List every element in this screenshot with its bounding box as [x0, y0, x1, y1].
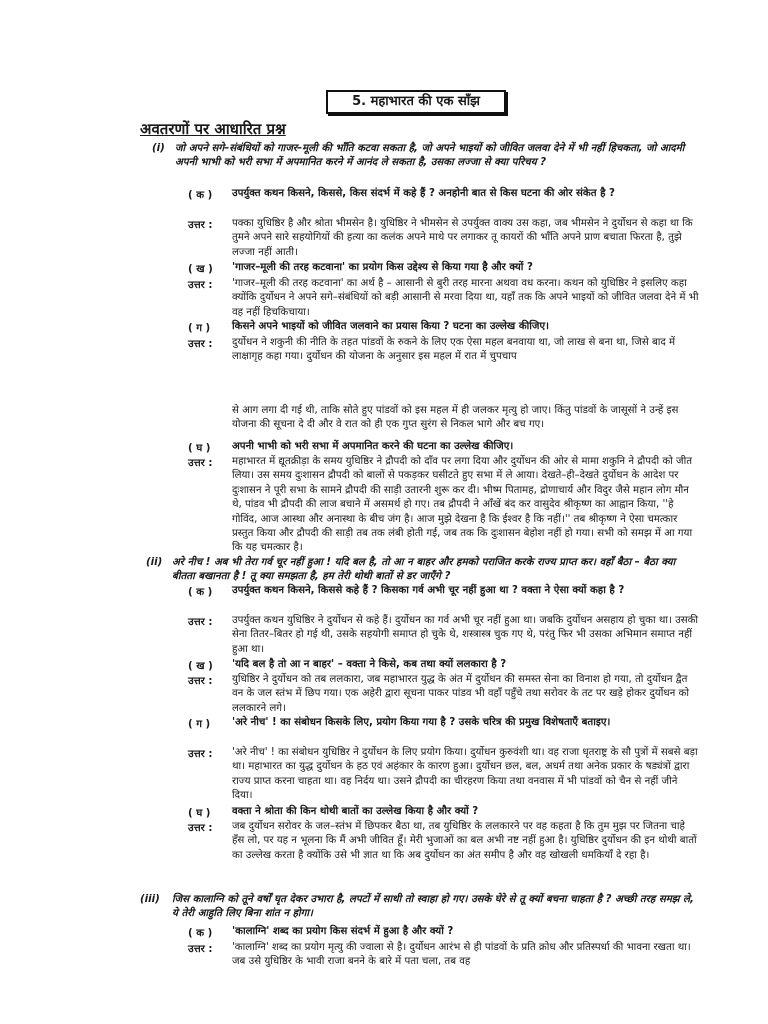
question-ii-ga: 'अरे नीच' ! का संबोधन किसके लिए, प्रयोग किया गया है ? उसके चरित्र की प्रमुख विशेषताएँ बताइए।	[232, 717, 611, 728]
answer-label-ii-ka: उत्तर :	[188, 617, 213, 628]
question-label-i-ga: ( ग )	[188, 323, 211, 334]
answer-label-i-kha: उत्तर :	[188, 280, 213, 291]
answer-ii-ka: उपर्युक्त कथन युधिष्ठिर ने दुर्योधन से कहे हैं। दुर्योधन का गर्व अभी चूर नहीं हुआ था। जबकि दुर्योधन असहाय हो चुका था। उसकी सेना तितर–बितर हो गई थी, उसके सहयोगी समाप्त हो चुके थे, शस्त्रास्त्र चुक गए थे, परंतु फिर भी उसका अभिमान समाप्त नहीं हुआ था।	[232, 615, 699, 655]
question-label-ii-kha: ( ख )	[188, 661, 213, 672]
question-label-ii-ka: ( क )	[188, 587, 213, 598]
question-ii-ka: उपर्युक्त कथन किसने, किससे कहे हैं ? किसका गर्व अभी चूर नहीं हुआ था ? वक्ता ने ऐसा क्यों कहा है ?	[232, 585, 625, 596]
passage-iii: जिस कालाग्नि को तूने वर्षों घृत देकर उभारा है, लपटों में साथी तो स्वाहा हो गए। उसके घेरे से तू क्यों बचना चाहता है ? अच्छी तरह समझ ले, ये तेरी आहुति लिए बिना शांत न होगा।	[172, 894, 694, 920]
question-label-iii-ka: ( क )	[188, 928, 213, 939]
question-iii-ka: 'कालाग्नि' शब्द का प्रयोग किस संदर्भ में हुआ है और क्यों ?	[232, 926, 454, 937]
answer-i-ga: दुर्योधन ने शकुनी की नीति के तहत पांडवों के रुकने के लिए एक ऐसा महल बनवाया था, जो लाख से बना था, जिसे बाद में लाक्षागृह कहा गया। दुर्योधन की योजना के अनुसार इस महल में रात में चुपचाप	[232, 337, 676, 363]
question-i-gha: अपनी भाभी को भरी सभा में अपमानित करने की घटना का उल्लेख कीजिए।	[232, 441, 514, 452]
passage-number-iii: (iii)	[140, 894, 160, 905]
answer-label-iii-ka: उत्तर :	[188, 944, 213, 955]
question-i-ka: उपर्युक्त कथन किसने, किससे, किस संदर्भ में कहे हैं ? अनहोनी बात से किस घटना की ओर संकेत है ?	[232, 188, 615, 199]
answer-label-ii-kha: उत्तर :	[188, 676, 213, 687]
question-i-kha: 'गाजर–मूली की तरह कटवाना' का प्रयोग किस उद्देश्य से किया गया है और क्यों ?	[232, 262, 533, 273]
question-label-i-kha: ( ख )	[188, 264, 213, 275]
answer-i-ga-continued: से आग लगा दी गई थी, ताकि सोते हुए पांडवों को इस महल में ही जलकर मृत्यु हो जाए। किंतु पांडवों के जासूसों ने उन्हें इस योजना की सूचना दे दी और वे रात को ही एक गुप्त सुरंग से निकल भागे और बच गए।	[232, 405, 679, 431]
section-heading: अवतरणों पर आधारित प्रश्न	[140, 120, 286, 138]
question-ii-kha: 'यदि बल है तो आ न बाहर' – वक्ता ने किसे, कब तथा क्यों ललकारा है ?	[232, 659, 507, 670]
question-label-ii-ga: ( ग )	[188, 719, 211, 730]
passage-number-ii: (ii)	[146, 557, 163, 568]
question-ii-gha: वक्ता ने श्रोता की किन थोथी बातों का उल्लेख किया है और क्यों ?	[232, 806, 479, 817]
answer-label-i-ka: उत्तर :	[188, 220, 213, 231]
question-label-i-gha: ( घ )	[188, 443, 211, 454]
passage-number-i: (i)	[152, 143, 165, 154]
question-label-i-ka: ( क )	[188, 190, 213, 201]
answer-i-gha: महाभारत में द्यूतक्रीड़ा के समय युधिष्ठिर ने द्रौपदी को दाँव पर लगा दिया और दुर्योधन की ओर से मामा शकुनि ने द्रौपदी को जीत लिया। उस समय दुःशासन द्रौपदी को बालों से पकड़कर घसीटते हुए सभा में ले आया। देखते–ही–देखते दुर्योधन के आदेश पर दुःशासन ने पूरी सभा के सामने द्रौपदी की साड़ी उतारनी शुरू कर दी। भीष्म पितामह, द्रोणाचार्य और विदुर जैसे महान लोग मौन थे, पांडव भी द्रौपदी की लाज बचाने में असमर्थ हो गए। तब द्रौपदी ने आँखें बंद कर वासुदेव श्रीकृष्ण का आह्वान किया, ''हे गोविंद, आज आस्था और अनास्था के बीच जंग है। आज मुझे देखना है कि ईश्वर है कि नहीं।'' तब श्रीकृष्ण ने ऐसा चमत्कार प्रस्तुत किया और द्रौपदी की साड़ी तब तक लंबी होती गई, जब तक कि दुःशासन बेहोश नहीं हो गया। सभी को समझ में आ गया कि यह चमत्कार है।	[232, 456, 693, 554]
answer-label-ii-ga: उत्तर :	[188, 749, 213, 760]
answer-i-kha: 'गाजर–मूली की तरह कटवाना' का अर्थ है – आसानी से बुरी तरह मारना अथवा वध करना। कथन को युधिष्ठिर ने इसलिए कहा क्योंकि दुर्योधन ने अपने सगे–संबंधियों को बड़ी आसानी से मरवा दिया था, यहाँ तक कि अपने भाइयों को जीवित जलवा देने में भी वह नहीं हिचकिचाया।	[232, 278, 699, 318]
answer-ii-ga: 'अरे नीच' ! का संबोधन युधिष्ठिर ने दुर्योधन के लिए प्रयोग किया। दुर्योधन कुरुवंशी था। वह राजा धृतराष्ट्र के सौ पुत्रों में सबसे बड़ा था। महाभारत का युद्ध दुर्योधन के हठ एवं अहंकार के कारण हुआ। दुर्योधन छल, बल, अधर्म तथा अनेक प्रकार के षड्यंत्रों द्वारा राज्य प्राप्त करना चाहता था। वह निर्दय था। उसने द्रौपदी का चीरहरण किया तथा वनवास में भी पांडवों को चैन से नहीं जीने दिया।	[232, 747, 698, 802]
answer-i-ka: पक्का युधिष्ठिर है और श्रोता भीमसेन है। युधिष्ठिर ने भीमसेन से उपर्युक्त वाक्य उस कहा, जब भीमसेन ने दुर्योधन से कहा था कि तुमने अपने सारे सहयोगियों की हत्या का कलंक अपने माथे पर लगाकर तू कायरों की भाँति अपने प्राण बचाता फिरता है, तुझे लज्जा नहीं आती।	[232, 218, 693, 258]
answer-label-i-gha: उत्तर :	[188, 458, 213, 469]
passage-i: जो अपने सगे–संबंधियों को गाजर–मूली की भाँति कटवा सकता है, जो अपने भाइयों को जीवित जलवा देने में भी नहीं हिचकता, जो आदमी अपनी भाभी को भरी सभा में अपमानित करने में आनंद ले सकता है, उसका लज्जा से क्या परिचय ?	[175, 143, 685, 169]
answer-label-i-ga: उत्तर :	[188, 339, 213, 350]
chapter-title: 5. महाभारत की एक साँझ	[326, 90, 506, 114]
answer-ii-kha: युधिष्ठिर ने दुर्योधन को तब ललकारा, जब महाभारत युद्ध के अंत में दुर्योधन की समस्त सेना का विनाश हो गया, तो दुर्योधन द्वैत वन के जल स्तंभ में छिप गया। एक अहेरी द्वारा सूचना पाकर पांडव भी वहाँ पहुँचे तथा सरोवर के तट पर खड़े होकर दुर्योधन को ललकारने लगे।	[232, 674, 689, 714]
answer-iii-ka: 'कालाग्नि' शब्द का प्रयोग मृत्यु की ज्वाला से है। दुर्योधन आरंभ से ही पांडवों के प्रति क्रोध और प्रतिस्पर्धा की भावना रखता था। जब उसे युधिष्ठिर के भावी राजा बनने के बारे में पता चला, तब वह	[232, 942, 691, 968]
question-label-ii-gha: ( घ )	[188, 808, 211, 819]
answer-ii-gha: जब दुर्योधन सरोवर के जल–स्तंभ में छिपकर बैठा था, तब युधिष्ठिर के ललकारने पर वह कहता है कि तुम मुझ पर जितना चाहे हँस लो, पर यह न भूलना कि मैं अभी जीवित हूँ। मेरी भुजाओं का बल अभी नष्ट नहीं हुआ है। युधिष्ठिर दुर्योधन की इन थोथी बातों का उल्लेख करता है क्योंकि उसे भी ज्ञात था कि अब दुर्योधन का अंत समीप है और वह खोखली धमकियाँ दे रहा है।	[232, 821, 697, 861]
passage-ii: अरे नीच ! अब भी तेरा गर्व चूर नहीं हुआ ! यदि बल है, तो आ न बाहर और हमको पराजित करके राज्य प्राप्त कर। वहाँ बैठा – बैठा क्या बीतता बखानता है ! तू क्या समझता है, हम तेरी थोथी बातों से डर जाएँगे ?	[172, 557, 676, 583]
answer-label-ii-gha: उत्तर :	[188, 823, 213, 834]
question-i-ga: किसने अपने भाइयों को जीवित जलवाने का प्रयास किया ? घटना का उल्लेख कीजिए।	[232, 321, 549, 332]
